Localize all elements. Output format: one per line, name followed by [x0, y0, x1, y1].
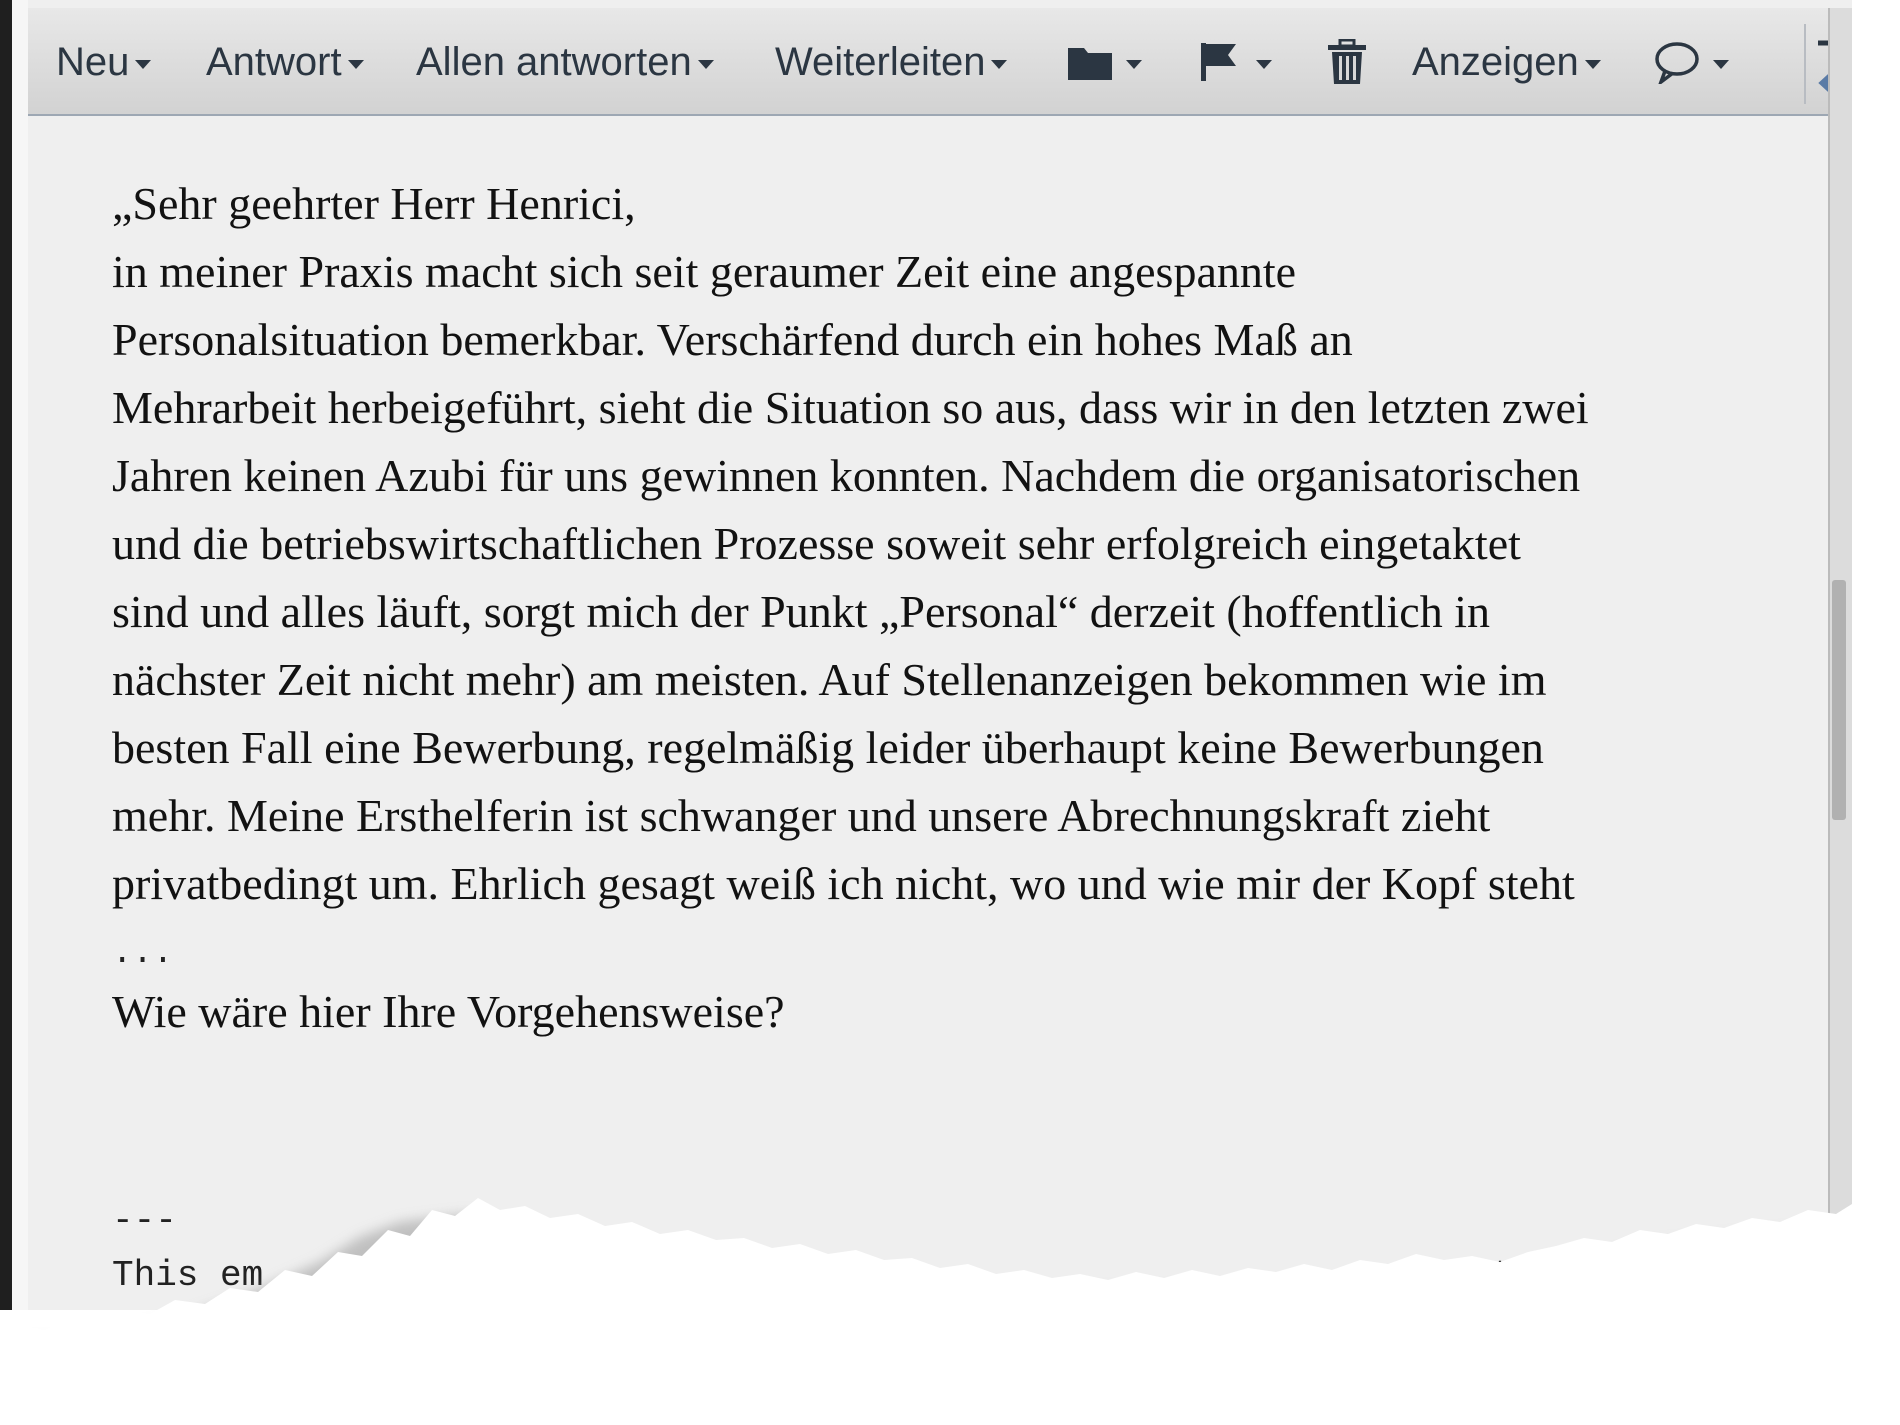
reply-all-button-label: Allen antworten: [416, 39, 692, 84]
chevron-down-icon: [135, 60, 151, 69]
reply-button[interactable]: [206, 34, 364, 90]
body-line: Jahren keinen Azubi für uns gewinnen konnten. Nachdem die organisatorischen: [112, 450, 1581, 501]
chevron-down-icon: [1713, 60, 1729, 69]
signature-text: This em: [112, 1255, 264, 1296]
move-folder-button[interactable]: [1066, 34, 1142, 90]
message-body: [112, 170, 1812, 918]
trash-icon: [1326, 39, 1368, 85]
chevron-down-icon: [1256, 60, 1272, 69]
body-line: und die betriebswirtschaftlichen Prozesse soweit sehr erfolgreich eingetaktet: [112, 518, 1521, 569]
body-line: Mehrarbeit herbeigeführt, sieht die Situation so aus, dass wir in den letzten zwei: [112, 382, 1589, 433]
chevron-down-icon: [1126, 60, 1142, 69]
window-left-gap: [12, 0, 28, 1310]
forward-button-label: Weiterleiten: [775, 39, 986, 84]
flag-icon: [1198, 40, 1242, 84]
view-button[interactable]: [1412, 34, 1601, 90]
body-question: Wie wäre hier Ihre Vorgehensweise?: [112, 986, 785, 1037]
folder-icon: [1066, 42, 1114, 82]
window-left-border: [0, 0, 12, 1310]
chat-button[interactable]: [1653, 34, 1729, 90]
scrollbar-thumb[interactable]: [1832, 580, 1846, 820]
body-line: sind und alles läuft, sorgt mich der Punkt „Personal“ derzeit (hoffentlich in: [112, 586, 1490, 637]
torn-paper-edge: [0, 1180, 1900, 1425]
body-line: Personalsituation bemerkbar. Verschärfend durch ein hohes Maß an: [112, 314, 1353, 365]
forward-button[interactable]: [775, 34, 1007, 90]
chevron-down-icon: [1585, 60, 1601, 69]
body-line: „Sehr geehrter Herr Henrici,: [112, 178, 636, 229]
reply-button-label: Antwort: [206, 39, 342, 84]
reply-all-button[interactable]: [416, 34, 714, 90]
chevron-down-icon: [348, 60, 364, 69]
new-button[interactable]: [56, 34, 151, 90]
body-line: besten Fall eine Bewerbung, regelmäßig leider überhaupt keine Bewerbungen: [112, 722, 1544, 773]
body-line: in meiner Praxis macht sich seit geraumer Zeit eine angespannte: [112, 246, 1297, 297]
body-line: mehr. Meine Ersthelferin ist schwanger und unsere Abrechnungskraft zieht: [112, 790, 1491, 841]
body-ellipsis: ...: [112, 935, 174, 973]
chevron-down-icon: [698, 60, 714, 69]
delete-button[interactable]: [1326, 34, 1368, 90]
body-line: privatbedingt um. Ehrlich gesagt weiß ich nicht, wo und wie mir der Kopf steht: [112, 858, 1575, 909]
chevron-down-icon: [991, 60, 1007, 69]
body-line: nächster Zeit nicht mehr) am meisten. Auf Stellenanzeigen bekommen wie im: [112, 654, 1547, 705]
new-button-label: Neu: [56, 39, 130, 84]
signature-separator: ---: [112, 1200, 177, 1241]
flag-button[interactable]: [1198, 34, 1272, 90]
chat-icon: [1653, 40, 1701, 84]
message-toolbar: [28, 8, 1838, 116]
view-button-label: Anzeigen: [1412, 39, 1579, 84]
